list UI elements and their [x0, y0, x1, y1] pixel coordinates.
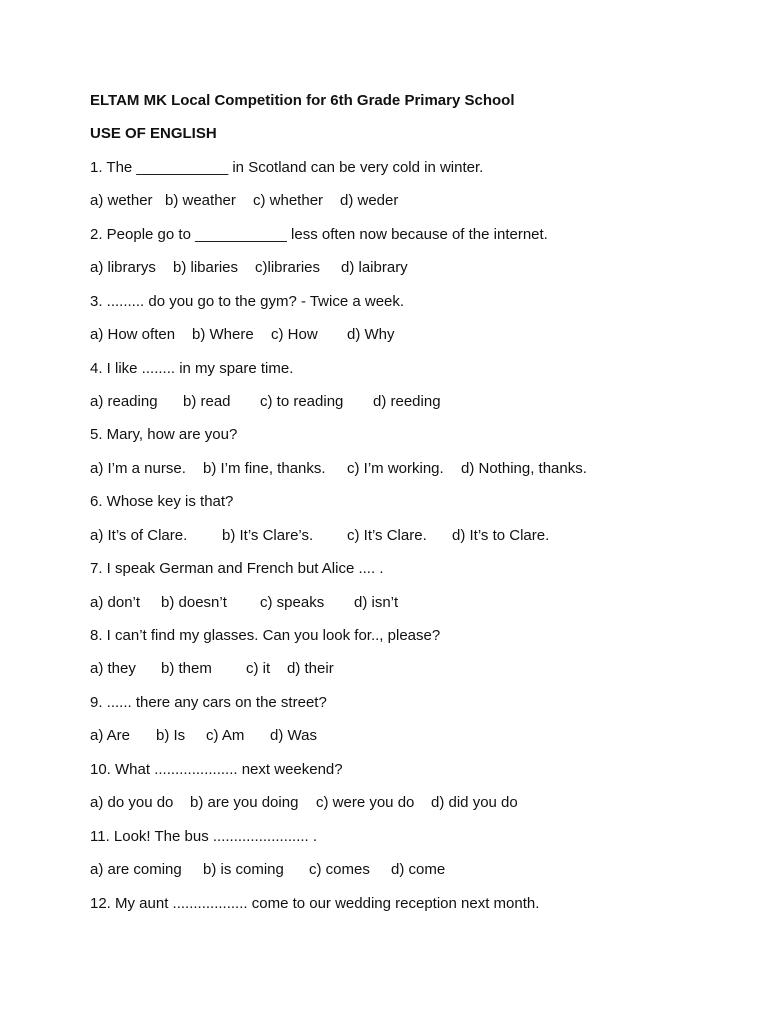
option-8c: c) it [246, 660, 271, 678]
document-title: ELTAM MK Local Competition for 6th Grade Primary School [90, 92, 515, 109]
option-7c: c) speaks [260, 593, 325, 611]
option-5a: a) I’m a nurse. [90, 459, 186, 477]
option-7a: a) don’t [90, 593, 141, 611]
option-3c: c) How [271, 326, 318, 344]
question-6: 6. Whose key is that? [90, 493, 234, 511]
options-8 [90, 659, 730, 679]
option-11d: d) come [391, 861, 446, 879]
option-6c: c) It’s Clare. [347, 526, 427, 544]
option-1c: c) whether [253, 192, 324, 210]
option-4a: a) reading [90, 392, 158, 410]
question-1: 1. The ___________ in Scotland can be very cold in winter. [90, 158, 484, 176]
option-3a: a) How often [90, 326, 176, 344]
option-2d: d) laibrary [341, 259, 408, 277]
option-10c: c) were you do [316, 794, 415, 812]
option-11b: b) is coming [203, 861, 284, 879]
options-9 [90, 726, 730, 746]
option-10b: b) are you doing [190, 794, 299, 812]
option-9d: d) Was [270, 727, 317, 745]
option-6d: d) It’s to Clare. [452, 526, 550, 544]
options-10 [90, 793, 730, 813]
option-3b: b) Where [192, 326, 254, 344]
options-11 [90, 860, 730, 880]
option-4c: c) to reading [260, 392, 344, 410]
option-11c: c) comes [309, 861, 370, 879]
option-8d: d) their [287, 660, 334, 678]
option-10d: d) did you do [431, 794, 518, 812]
option-8a: a) they [90, 660, 136, 678]
option-5c: c) I’m working. [347, 459, 444, 477]
option-4b: b) read [183, 392, 231, 410]
option-5d: d) Nothing, thanks. [461, 459, 587, 477]
option-9c: c) Am [206, 727, 245, 745]
option-6a: a) It’s of Clare. [90, 526, 188, 544]
options-7 [90, 593, 730, 613]
options-3 [90, 325, 730, 345]
option-2a: a) librarys [90, 259, 156, 277]
options-1 [90, 191, 730, 211]
option-1d: d) weder [340, 192, 399, 210]
question-11: 11. Look! The bus ....................... . [90, 827, 318, 845]
question-5: 5. Mary, how are you? [90, 426, 238, 444]
option-11a: a) are coming [90, 861, 182, 879]
question-12: 12. My aunt .................. come to our wedding reception next month. [90, 894, 540, 912]
option-3d: d) Why [347, 326, 395, 344]
option-7d: d) isn’t [354, 593, 399, 611]
document-page [90, 91, 730, 927]
option-1a: a) wether [90, 192, 153, 210]
question-2: 2. People go to ___________ less often now because of the internet. [90, 225, 548, 243]
question-9: 9. ...... there any cars on the street? [90, 693, 327, 711]
question-8: 8. I can’t find my glasses. Can you look for.., please? [90, 627, 441, 644]
option-6b: b) It’s Clare’s. [222, 526, 314, 544]
question-3: 3. ......... do you go to the gym? - Twice a week. [90, 292, 405, 310]
section-heading: USE OF ENGLISH [90, 125, 217, 143]
options-6 [90, 526, 730, 546]
option-10a: a) do you do [90, 794, 174, 812]
option-7b: b) doesn’t [161, 593, 227, 611]
options-2 [90, 258, 730, 278]
option-1b: b) weather [165, 192, 236, 210]
option-9b: b) Is [156, 727, 186, 745]
option-2c: c)libraries [255, 259, 321, 277]
option-5b: b) I’m fine, thanks. [203, 459, 326, 477]
options-4 [90, 392, 730, 412]
option-9a: a) Are [90, 727, 131, 745]
options-5 [90, 459, 730, 479]
question-10: 10. What .................... next weekend? [90, 760, 343, 778]
question-4: 4. I like ........ in my spare time. [90, 359, 294, 377]
option-2b: b) libaries [173, 259, 239, 277]
question-7: 7. I speak German and French but Alice .... . [90, 560, 384, 578]
option-8b: b) them [161, 660, 212, 678]
option-4d: d) reeding [373, 392, 441, 410]
